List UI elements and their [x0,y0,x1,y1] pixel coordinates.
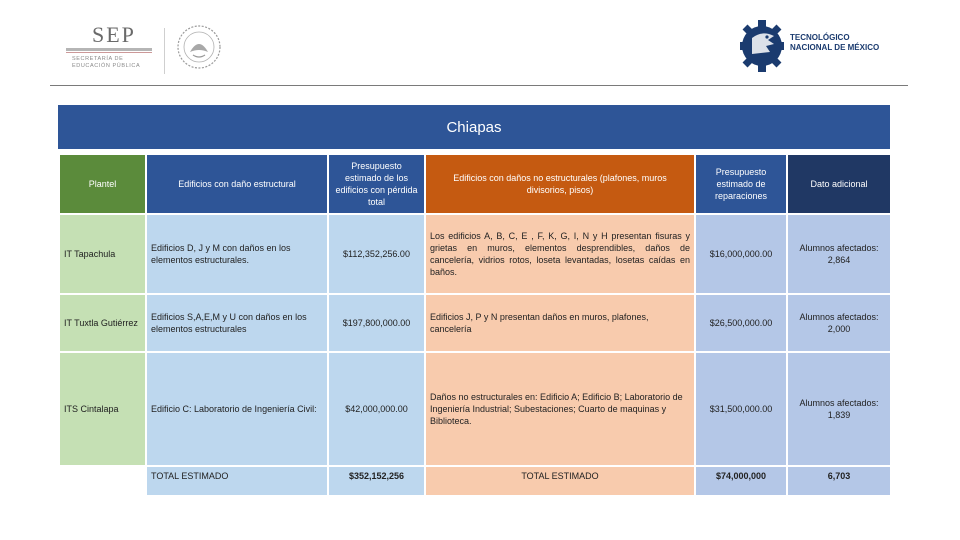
total-non-structural-label: TOTAL ESTIMADO [426,467,694,495]
sep-logo [62,22,164,70]
sep-logo-line1: SECRETARÍA DE [72,56,124,62]
row2-structural: Edificios S,A,E,M y U con daños en los elementos estructurales [147,295,327,351]
row2-budget-lost: $197,800,000.00 [329,295,424,351]
tecnm-logo [740,16,880,78]
tecnm-line2: NACIONAL DE MÉXICO [790,43,880,52]
sep-logo-word: SEP [92,22,136,47]
total-extra: 6,703 [788,467,890,495]
header-budget-repair: Presupuesto estimado de reparaciones [696,155,786,213]
row3-plantel: ITS Cintalapa [60,353,145,465]
row3-non-structural: Daños no estructurales en: Edificio A; Edificio B; Laboratorio de Ingeniería Industrial; Subestaciones; Cuarto de maquinas y Biblioteca. [426,353,694,465]
header-structural: Edificios con daño estructural [147,155,327,213]
table-title: Chiapas [58,105,890,149]
row3-structural: Edificio C: Laboratorio de Ingeniería Civil: [147,353,327,465]
header-divider [50,85,908,86]
row3-budget-repair: $31,500,000.00 [696,353,786,465]
row1-non-structural: Los edificios A, B, C, E , F, K, G, I, N y H presentan fisuras y grietas en muros, elementos desprendibles, daños de cancelería, vidrios rotos, loseta levantadas, losetas caídas en baños. [426,215,694,293]
row2-budget-repair: $26,500,000.00 [696,295,786,351]
row1-extra: Alumnos afectados: 2,864 [788,215,890,293]
header-budget-lost: Presupuesto estimado de los edificios con pérdida total [329,155,424,213]
total-structural-label: TOTAL ESTIMADO [147,467,327,495]
coat-of-arms-icon [176,24,222,70]
row1-structural: Edificios D, J y M con daños en los elementos estructurales. [147,215,327,293]
header-plantel: Plantel [60,155,145,213]
sep-logo-line2: EDUCACIÓN PÚBLICA [72,63,141,69]
gear-eagle-icon [740,16,788,78]
tecnm-line1: TECNOLÓGICO [790,33,850,42]
logo-divider [164,28,165,74]
header-extra: Dato adicional [788,155,890,213]
row2-plantel: IT Tuxtla Gutiérrez [60,295,145,351]
row1-budget-lost: $112,352,256.00 [329,215,424,293]
total-budget-lost: $352,152,256 [329,467,424,495]
header-non-structural: Edificios con daños no estructurales (plafones, muros divisorios, pisos) [426,155,694,213]
total-budget-repair: $74,000,000 [696,467,786,495]
row1-budget-repair: $16,000,000.00 [696,215,786,293]
row3-extra: Alumnos afectados: 1,839 [788,353,890,465]
row1-plantel: IT Tapachula [60,215,145,293]
row2-extra: Alumnos afectados: 2,000 [788,295,890,351]
row3-budget-lost: $42,000,000.00 [329,353,424,465]
row2-non-structural: Edificios J, P y N presentan daños en muros, plafones, cancelería [426,295,694,351]
